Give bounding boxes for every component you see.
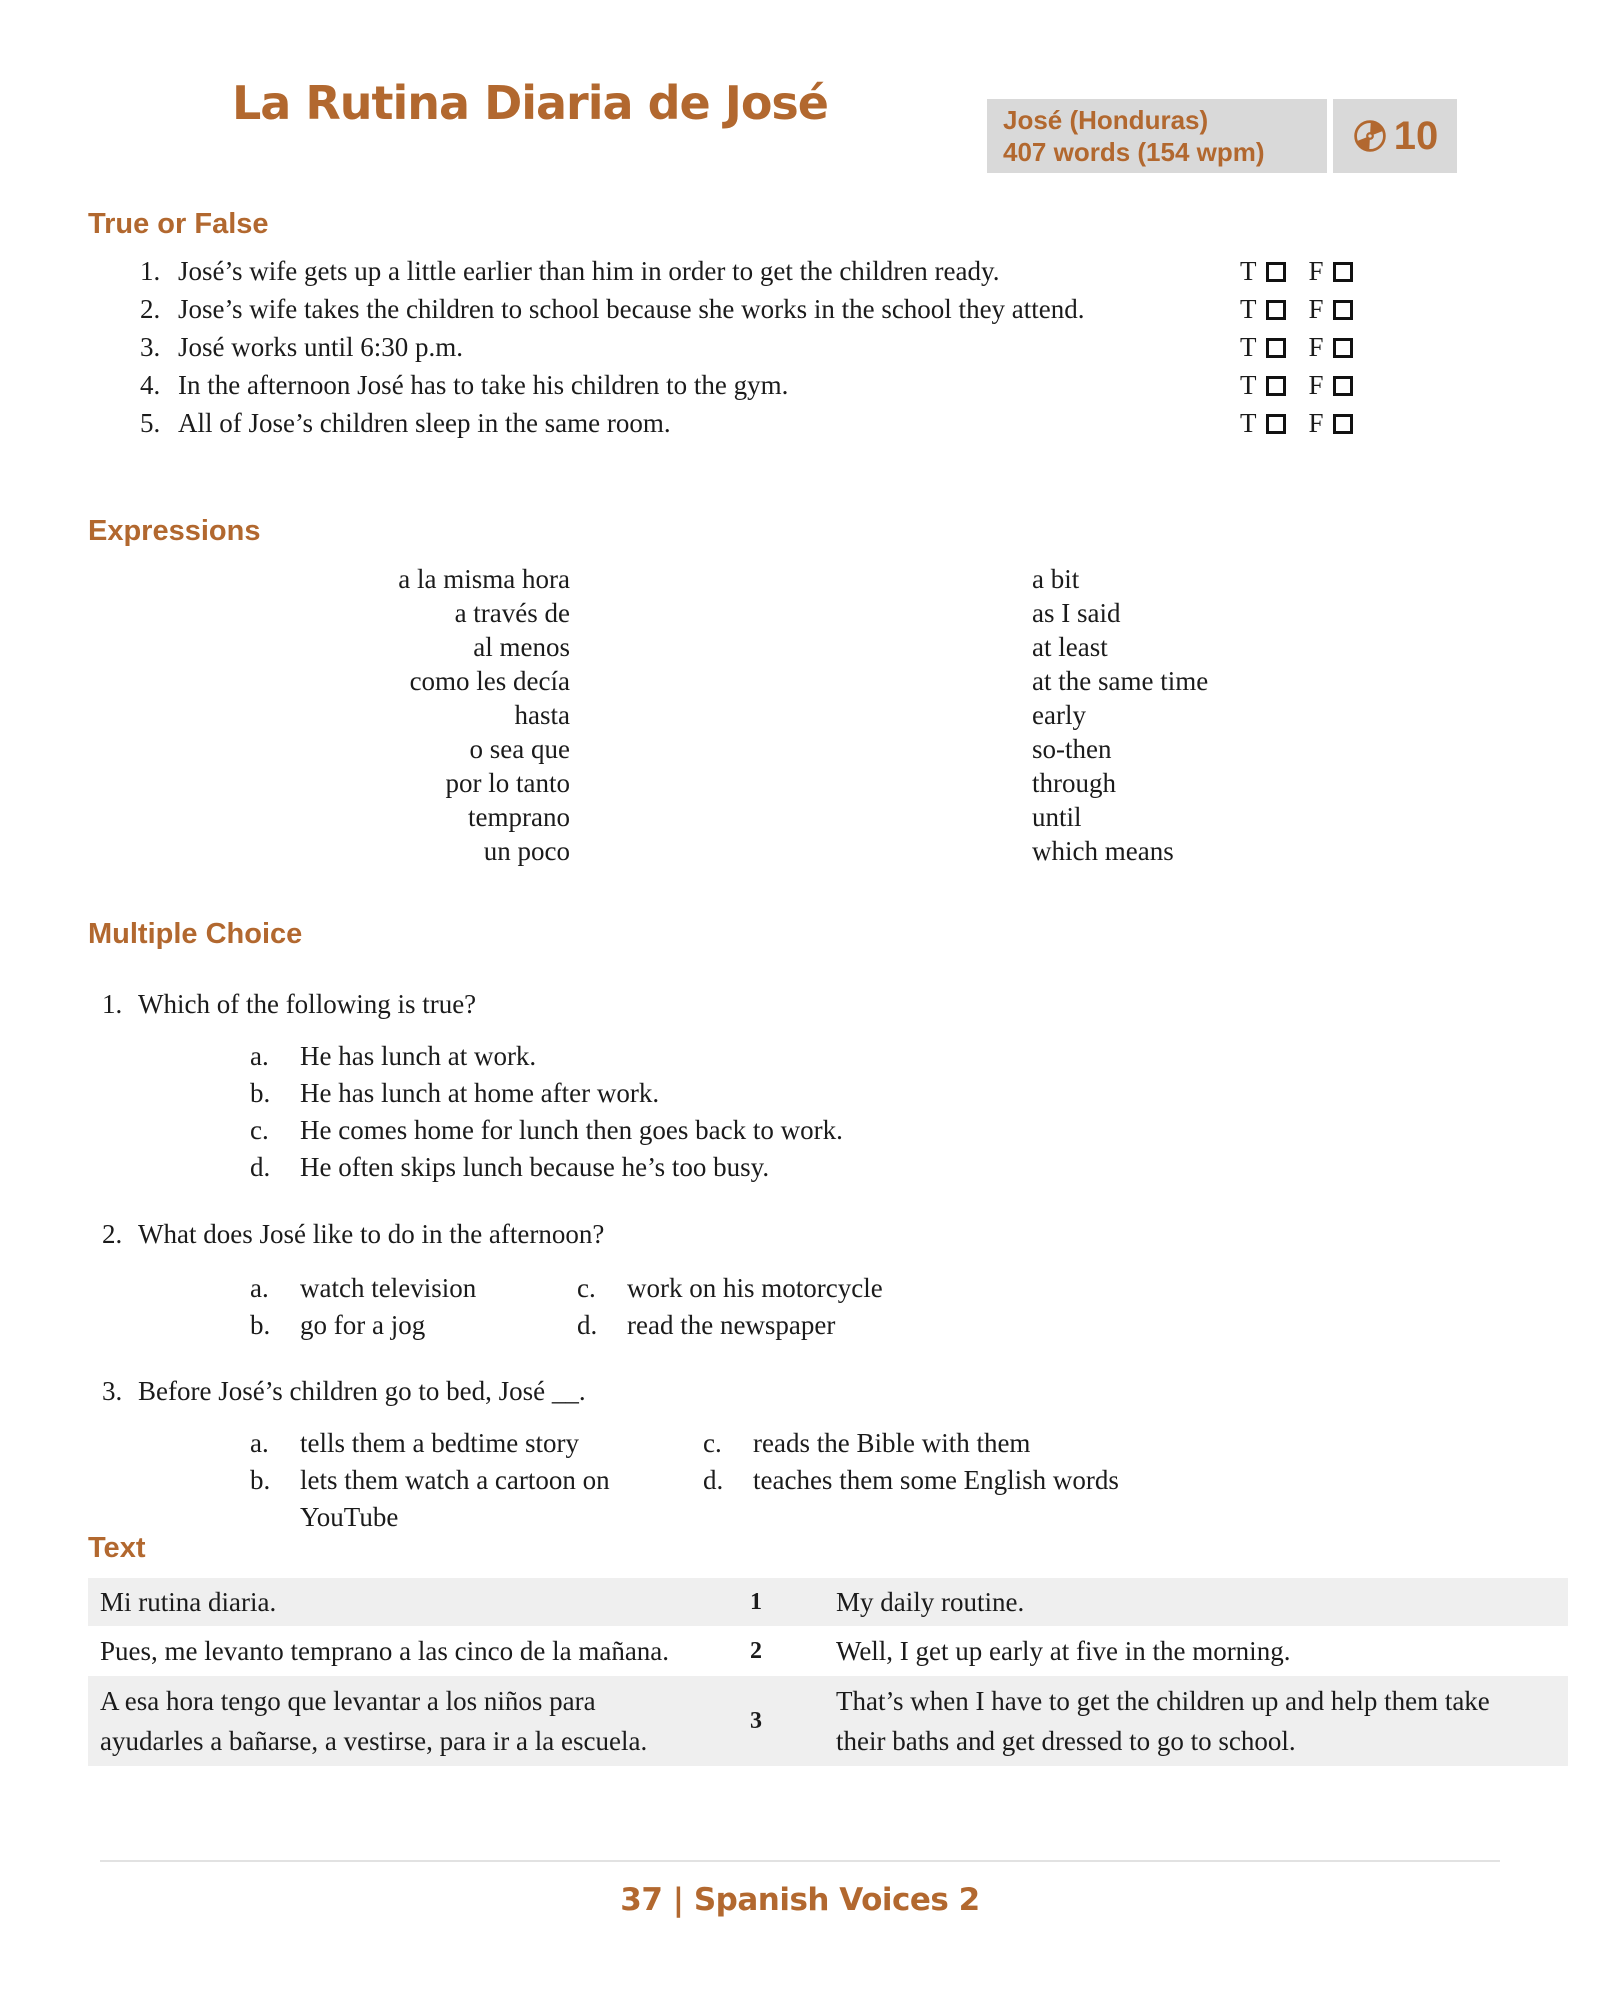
english-cell: My daily routine. [836, 1587, 1025, 1617]
expression-spanish: o sea que [469, 734, 570, 764]
option-text: He has lunch at home after work. [300, 1078, 660, 1108]
expression-english: a bit [1032, 564, 1080, 594]
expression-pair [88, 834, 1488, 868]
expression-english: which means [1032, 836, 1174, 866]
option-letter: c. [703, 1428, 722, 1458]
true-label: T [1240, 256, 1257, 286]
item-number: 1. [140, 256, 161, 286]
question-number: 3. [102, 1376, 123, 1406]
track-number: 10 [1393, 113, 1439, 158]
multiple-choice-block [88, 985, 1508, 1536]
line-number: 2 [750, 1637, 762, 1664]
expression-pair [88, 630, 1488, 664]
option-letter: c. [577, 1273, 596, 1303]
true-false-item [122, 252, 1512, 290]
option-text: read the newspaper [627, 1310, 836, 1340]
mc-option-row [250, 1425, 1508, 1462]
expression-english: until [1032, 802, 1082, 832]
expression-spanish: por lo tanto [445, 768, 570, 798]
item-number: 4. [140, 370, 161, 400]
option-letter: d. [703, 1465, 724, 1495]
tf-answer-cell [1222, 290, 1392, 328]
line-number: 3 [750, 1707, 762, 1734]
expression-spanish: al menos [473, 632, 570, 662]
false-label: F [1308, 332, 1324, 362]
question-text: Which of the following is true? [138, 989, 477, 1019]
mc-question-1 [88, 985, 1508, 1023]
false-label: F [1308, 256, 1324, 286]
expression-english: at the same time [1032, 666, 1209, 696]
option-text: He often skips lunch because he’s too busy. [300, 1152, 770, 1182]
question-text: What does José like to do in the afternoon? [138, 1219, 605, 1249]
mc-option[interactable] [703, 1462, 1119, 1536]
tf-answer-cell [1222, 328, 1392, 366]
item-text: All of Jose’s children sleep in the same room. [178, 408, 671, 438]
mc-option[interactable] [703, 1425, 1030, 1462]
mc-option[interactable] [250, 1270, 577, 1307]
option-letter: b. [250, 1078, 271, 1108]
false-checkbox[interactable] [1333, 300, 1353, 320]
false-checkbox[interactable] [1333, 376, 1353, 396]
option-text: watch television [300, 1273, 477, 1303]
true-false-item [122, 328, 1512, 366]
bilingual-text-table [88, 1578, 1568, 1766]
spanish-cell: Mi rutina diaria. [100, 1587, 277, 1617]
option-letter: a. [250, 1041, 269, 1071]
mc-option[interactable] [250, 1462, 703, 1536]
true-checkbox[interactable] [1266, 262, 1286, 282]
expression-pair [88, 698, 1488, 732]
false-label: F [1308, 408, 1324, 438]
table-row [88, 1626, 1568, 1676]
tf-answer-cell [1222, 404, 1392, 442]
option-text: reads the Bible with them [753, 1428, 1031, 1458]
mc-options-2 [250, 1270, 1508, 1344]
option-text: work on his motorcycle [627, 1273, 883, 1303]
mc-option[interactable] [250, 1038, 1508, 1075]
mc-options-1 [250, 1038, 1508, 1186]
expression-pair [88, 766, 1488, 800]
section-heading-expressions: Expressions [88, 515, 261, 547]
expression-english: so-then [1032, 734, 1112, 764]
mc-option[interactable] [577, 1270, 883, 1307]
expression-english: through [1032, 768, 1116, 798]
true-label: T [1240, 408, 1257, 438]
expression-english: at least [1032, 632, 1108, 662]
item-text: José’s wife gets up a little earlier than him in order to get the children ready. [178, 256, 1000, 286]
speaker-name: José (Honduras) [1003, 105, 1209, 135]
mc-option[interactable] [250, 1307, 577, 1344]
option-text: lets them watch a cartoon on YouTube [300, 1465, 610, 1532]
true-checkbox[interactable] [1266, 376, 1286, 396]
tf-answer-cell [1222, 252, 1392, 290]
expression-pair [88, 562, 1488, 596]
footer-divider [100, 1860, 1500, 1862]
tf-answer-cell [1222, 366, 1392, 404]
item-number: 5. [140, 408, 161, 438]
english-cell: That’s when I have to get the children up and help them take their baths and get dressed to go to school. [836, 1686, 1490, 1756]
option-text: tells them a bedtime story [300, 1428, 579, 1458]
question-number: 1. [102, 989, 123, 1019]
spanish-cell: A esa hora tengo que levantar a los niños para ayudarles a bañarse, a vestirse, para ir a la escuela. [100, 1686, 648, 1756]
english-cell: Well, I get up early at five in the morning. [836, 1636, 1291, 1666]
mc-option-row [250, 1270, 1508, 1307]
section-heading-text: Text [88, 1532, 146, 1564]
word-count: 407 words (154 wpm) [1003, 137, 1265, 167]
expression-english: early [1032, 700, 1086, 730]
option-text: go for a jog [300, 1310, 426, 1340]
table-row [88, 1578, 1568, 1626]
mc-question-3 [88, 1372, 1508, 1410]
item-number: 3. [140, 332, 161, 362]
disc-icon [1352, 118, 1388, 154]
false-checkbox[interactable] [1333, 338, 1353, 358]
table-row [88, 1676, 1568, 1766]
section-heading-multiple-choice: Multiple Choice [88, 918, 303, 950]
expression-spanish: a través de [454, 598, 570, 628]
option-letter: b. [250, 1465, 271, 1495]
mc-option[interactable] [577, 1307, 835, 1344]
expression-spanish: a la misma hora [398, 564, 570, 594]
expression-pair [88, 664, 1488, 698]
mc-option[interactable] [250, 1075, 1508, 1112]
true-false-item [122, 366, 1512, 404]
mc-option-row [250, 1307, 1508, 1344]
expression-spanish: temprano [468, 802, 570, 832]
true-false-item [122, 290, 1512, 328]
option-letter: d. [577, 1310, 598, 1340]
page-footer: 37 | Spanish Voices 2 [620, 1882, 980, 1918]
expression-pair [88, 800, 1488, 834]
option-letter: a. [250, 1428, 269, 1458]
item-text: Jose’s wife takes the children to school because she works in the school they attend. [178, 294, 1085, 324]
expression-spanish: un poco [483, 836, 570, 866]
expression-pair [88, 596, 1488, 630]
mc-option[interactable] [250, 1425, 703, 1462]
expression-english: as I said [1032, 598, 1121, 628]
mc-question-2 [88, 1215, 1508, 1253]
option-text: He comes home for lunch then goes back to work. [300, 1115, 843, 1145]
mc-option[interactable] [250, 1112, 1508, 1149]
option-text: He has lunch at work. [300, 1041, 537, 1071]
audio-track-box [1333, 99, 1457, 173]
false-label: F [1308, 370, 1324, 400]
option-letter: b. [250, 1310, 271, 1340]
page-title: La Rutina Diaria de José [231, 76, 829, 130]
false-checkbox[interactable] [1333, 414, 1353, 434]
option-text: teaches them some English words [753, 1465, 1119, 1495]
mc-option[interactable] [250, 1149, 1508, 1186]
expression-pair [88, 732, 1488, 766]
true-checkbox[interactable] [1266, 338, 1286, 358]
false-checkbox[interactable] [1333, 262, 1353, 282]
question-number: 2. [102, 1219, 123, 1249]
true-false-item [122, 404, 1512, 442]
true-label: T [1240, 332, 1257, 362]
spanish-cell: Pues, me levanto temprano a las cinco de la mañana. [100, 1636, 670, 1666]
mc-options-3 [250, 1425, 1508, 1536]
item-text: José works until 6:30 p.m. [178, 332, 464, 362]
question-text: Before José’s children go to bed, José __. [138, 1376, 586, 1406]
true-checkbox[interactable] [1266, 414, 1286, 434]
true-checkbox[interactable] [1266, 300, 1286, 320]
option-letter: a. [250, 1273, 269, 1303]
true-label: T [1240, 294, 1257, 324]
mc-option-row [250, 1462, 1508, 1536]
true-false-list [122, 252, 1512, 442]
speaker-info-box [987, 99, 1327, 173]
true-label: T [1240, 370, 1257, 400]
line-number: 1 [750, 1588, 762, 1615]
expression-spanish: como les decía [409, 666, 570, 696]
item-text: In the afternoon José has to take his children to the gym. [178, 370, 789, 400]
option-letter: d. [250, 1152, 271, 1182]
item-number: 2. [140, 294, 161, 324]
option-letter: c. [250, 1115, 269, 1145]
expressions-list [88, 562, 1488, 868]
expression-spanish: hasta [514, 700, 570, 730]
false-label: F [1308, 294, 1324, 324]
section-heading-true-or-false: True or False [88, 208, 269, 240]
